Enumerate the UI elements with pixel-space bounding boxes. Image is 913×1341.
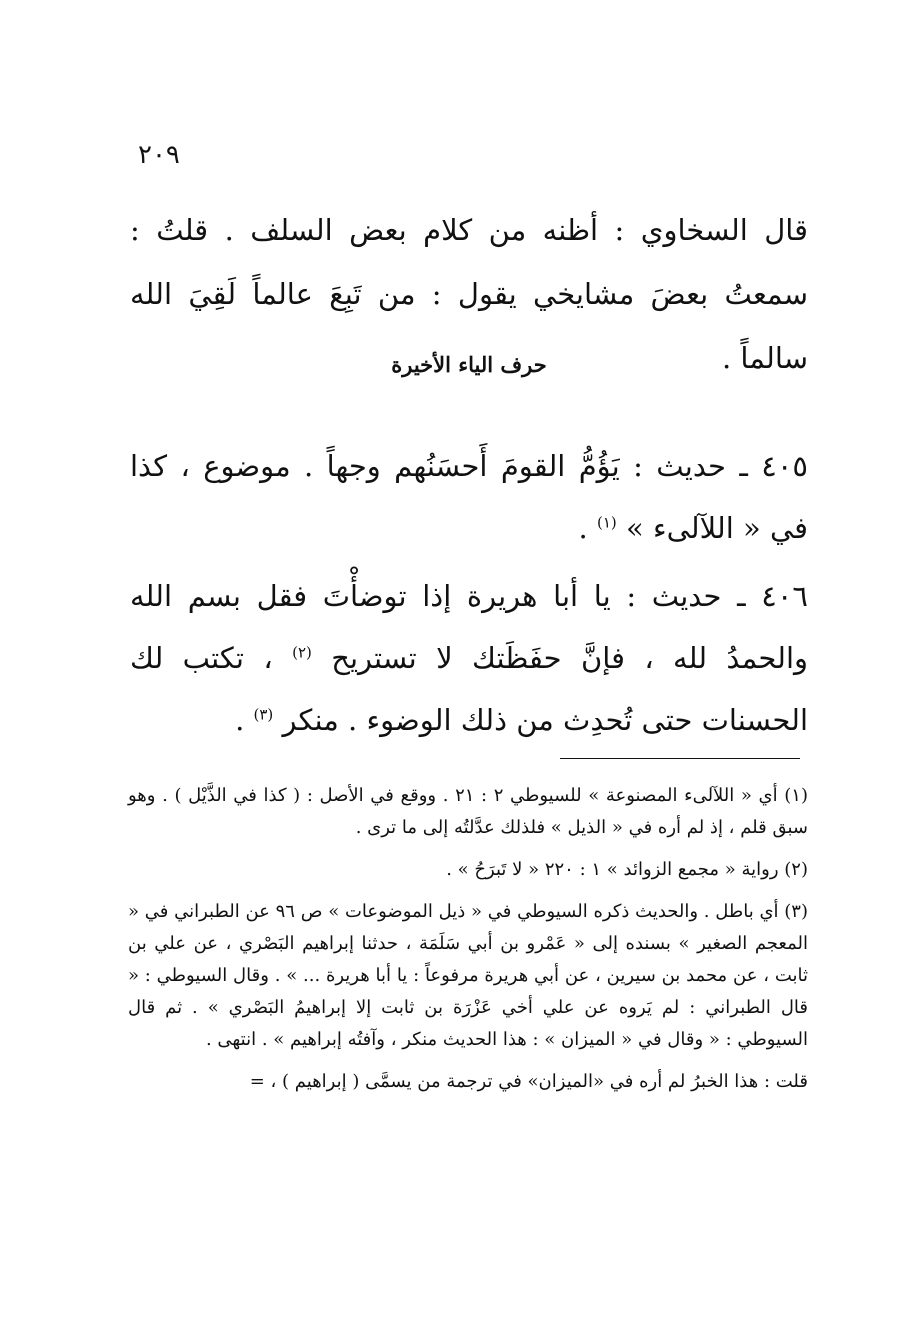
hadith-406-tail: . bbox=[235, 703, 245, 737]
footnote-1: (١) أي « اللآلىء المصنوعة » للسيوطي ٢ : ٢١ . ووقع في الأصل : ( كذا في الذَّيْل ) . وهو سبق قلم ، إذ لم أره في « الذيل » فلذلك عدَّلتُه إلى ما ترى . bbox=[128, 785, 808, 838]
hadith-405-tail: . bbox=[578, 511, 588, 545]
intro-paragraph: قال السخاوي : أظنه من كلام بعض السلف . قلتُ : سمعتُ بعضَ مشايخي يقول : من تَبِعَ عالماً لَقِيَ الله سالماً . bbox=[130, 213, 808, 375]
footnote-ref-2[interactable]: (٢) bbox=[292, 643, 312, 662]
hadith-406-text-a: ٤٠٦ ـ حديث : يا أبا هريرة إذا توضأْتَ فقل بسم الله والحمدُ لله ، فإنَّ حفَظَتك لا تستريح bbox=[130, 579, 809, 675]
hadith-406-text-b: ، تكتب لك الحسنات حتى تُحدِث من ذلك الوضوء . منكر bbox=[130, 641, 808, 737]
hadith-405-text: ٤٠٥ ـ حديث : يَؤُمُّ القومَ أَحسَنُهم وجهاً . موضوع ، كذا في « اللآلىء » bbox=[130, 449, 808, 545]
page-number: ٢٠٩ bbox=[138, 140, 180, 170]
hadith-406 bbox=[130, 565, 808, 751]
footnote-continuation: قلت : هذا الخبرُ لم أره في «الميزان» في ترجمة من يسمَّى ( إبراهيم ) ، = bbox=[249, 1071, 808, 1092]
footnote-ref-3[interactable]: (٣) bbox=[253, 705, 274, 724]
footnote-2: (٢) رواية « مجمع الزوائد » ١ : ٢٢٠ « لا تَبرَحُ » . bbox=[446, 859, 808, 880]
footnote-ref-1[interactable]: (١) bbox=[596, 513, 617, 532]
section-heading: حرف الياء الأخيرة bbox=[391, 352, 547, 377]
footnote-divider bbox=[560, 758, 800, 759]
hadith-405 bbox=[130, 435, 808, 559]
footnotes-section bbox=[128, 780, 808, 1098]
footnote-3: (٣) أي باطل . والحديث ذكره السيوطي في « ذيل الموضوعات » ص ٩٦ عن الطبراني في « المعجم الصغير » بسنده إلى « عَمْرو بن أبي سَلَمَة ، حدثنا إبراهيم البَصْري ، عن علي بن ثابت ، عن محمد بن سيرين ، عن أبي هريرة مرفوعاً : يا أبا هريرة ... » . وقال السيوطي : « قال الطبراني : لم يَروه عن علي أخي عَزْرَة بن ثابت إلا إبراهيمُ البَصْري » . ثم قال السيوطي : « وقال في « الميزان » : هذا الحديث منكر ، وآفتُه إبراهيم » . انتهى . bbox=[128, 901, 808, 1050]
